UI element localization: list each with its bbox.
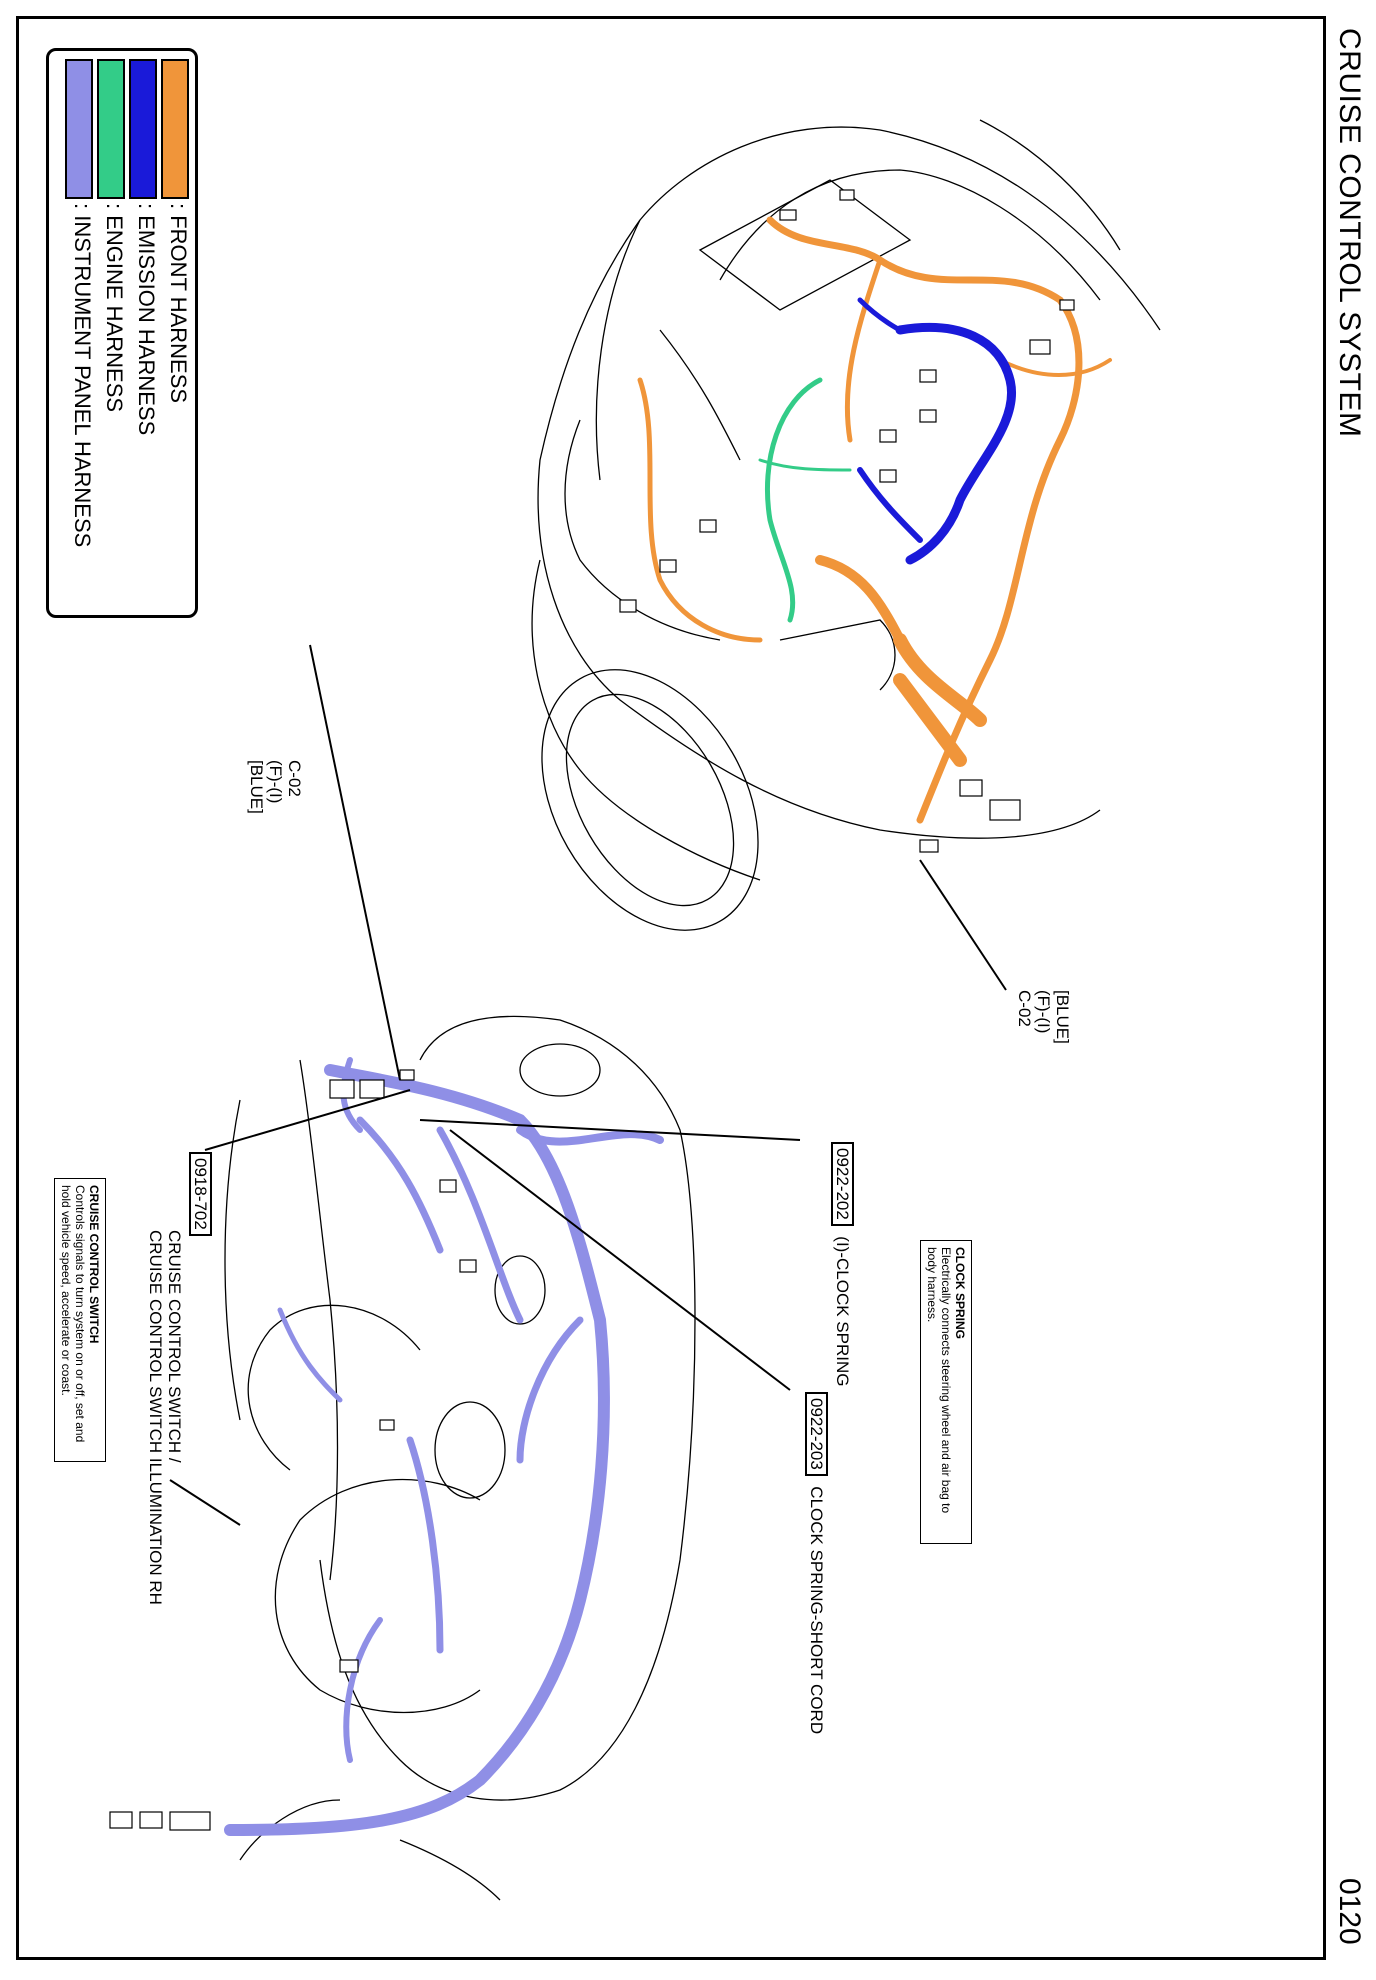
clock-spring-name: (I)-CLOCK SPRING: [833, 1236, 852, 1387]
connector-blocks: [110, 190, 1074, 1830]
cruise-switch-code: 0918-702: [189, 1152, 212, 1236]
cruise-switch-note: [54, 1178, 106, 1462]
instrument-panel-harness: [230, 1060, 660, 1830]
c02-upper-label: [247, 760, 304, 814]
short-cord-callout: [806, 1392, 826, 1734]
cruise-switch-name-line1: CRUISE CONTROL SWITCH /: [165, 1230, 184, 1463]
legend-label-instrument: : INSTRUMENT PANEL HARNESS: [70, 203, 95, 548]
c02-lower-code: C-02: [1015, 990, 1034, 1027]
cruise-switch-callout: [190, 1152, 210, 1236]
cruise-switch-note-heading: CRUISE CONTROL SWITCH: [87, 1185, 101, 1344]
c02-upper-code: C-02: [285, 760, 304, 797]
c02-upper-color: [BLUE]: [247, 760, 266, 814]
c02-lower-label: [1015, 990, 1072, 1044]
legend-label-engine: : ENGINE HARNESS: [102, 203, 127, 413]
cruise-switch-note-text: Controls signals to turn system on or off, set and hold vehicle speed, accelerate or coast.: [59, 1185, 87, 1443]
cruise-switch-name-line2: CRUISE CONTROL SWITCH ILLUMINATION RH: [146, 1230, 165, 1605]
page-title: CRUISE CONTROL SYSTEM: [1333, 28, 1366, 438]
page-number: 0120: [1333, 1878, 1366, 1945]
cruise-switch-name: [146, 1230, 184, 1605]
instrument-panel-outline: [225, 1016, 695, 1900]
clock-spring-note: [920, 1240, 972, 1544]
c02-lower-color: [BLUE]: [1053, 990, 1072, 1044]
c02-lower-type: (F)-(I): [1034, 990, 1053, 1034]
clock-spring-note-text: Electrically connects steering wheel and air bag to body harness.: [925, 1247, 953, 1514]
c02-upper-type: (F)-(I): [266, 760, 285, 804]
legend-label-front: : FRONT HARNESS: [166, 203, 191, 404]
clock-spring-code: 0922-202: [831, 1142, 854, 1226]
short-cord-name: CLOCK SPRING-SHORT CORD: [807, 1486, 826, 1735]
short-cord-code: 0922-203: [805, 1392, 828, 1476]
clock-spring-note-heading: CLOCK SPRING: [953, 1247, 967, 1340]
clock-spring-callout: [832, 1142, 852, 1386]
legend-label-emission: : EMISSION HARNESS: [134, 203, 159, 436]
